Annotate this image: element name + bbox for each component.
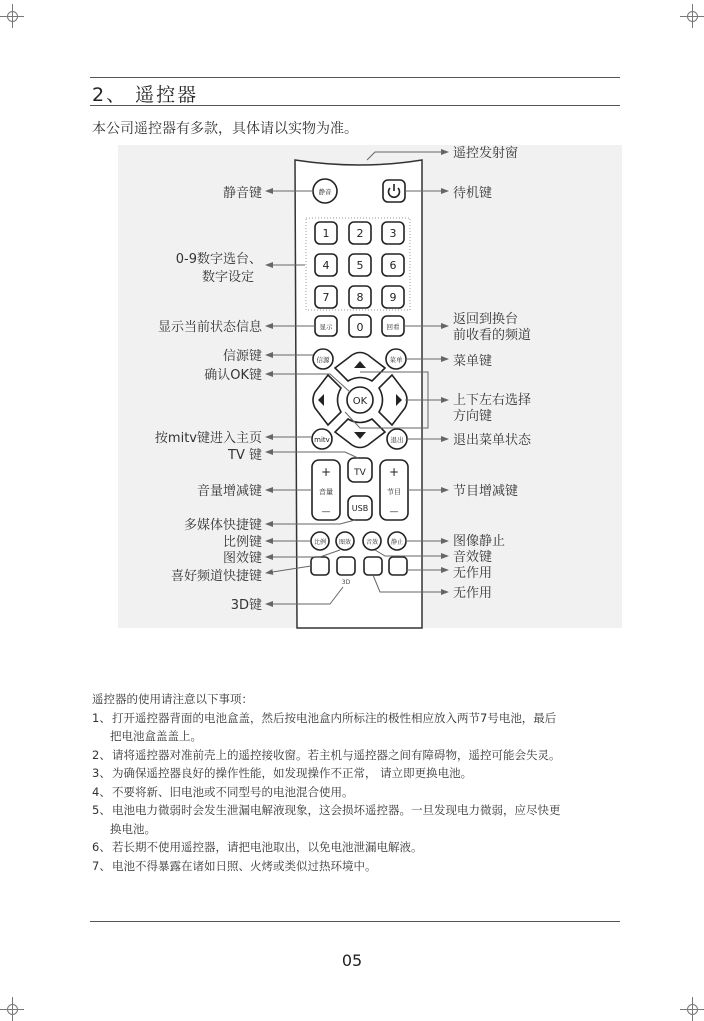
label-source: 信源键 — [222, 349, 262, 364]
note-continuation: 把电池盒盖盖上。 — [110, 729, 202, 743]
svg-text:音量: 音量 — [319, 488, 333, 496]
label-tv: TV 键 — [228, 448, 262, 463]
label-freeze: 图像静止 — [453, 534, 506, 549]
label-display: 显示当前状态信息 — [157, 320, 262, 335]
number-label: 8 — [356, 291, 364, 304]
note-item — [92, 709, 632, 728]
svg-text:0: 0 — [356, 321, 364, 334]
label-picture: 图效键 — [222, 551, 262, 566]
note-text: 为确保遥控器良好的操作性能，如发现操作不正常， 请立即更换电池。 — [112, 766, 473, 780]
note-number: 6、 — [92, 840, 111, 854]
svg-text:USB: USB — [351, 504, 369, 513]
label-unused-1: 无作用 — [453, 566, 493, 581]
label-digits-2: 数字设定 — [201, 270, 254, 285]
note-number: 5、 — [92, 803, 111, 817]
label-menu: 菜单键 — [453, 354, 493, 369]
svg-text:+: + — [388, 465, 400, 479]
svg-text:静止: 静止 — [390, 539, 404, 546]
label-volume: 音量增减键 — [196, 484, 262, 499]
label-usb: 多媒体快捷键 — [183, 518, 262, 533]
svg-text:音效: 音效 — [365, 539, 379, 546]
svg-text:—: — — [321, 507, 331, 517]
svg-text:OK: OK — [352, 396, 368, 407]
label-digits: 0-9数字选台、 — [175, 252, 262, 267]
svg-text:比例: 比例 — [313, 539, 327, 546]
note-number: 4、 — [92, 784, 111, 799]
number-label: 9 — [389, 291, 397, 304]
label-recall-2: 前收看的频道 — [453, 328, 532, 343]
number-label: 6 — [389, 259, 397, 272]
note-continuation: 换电池。 — [110, 821, 156, 836]
number-label: 1 — [322, 227, 330, 240]
label-unused-2: 无作用 — [453, 586, 493, 601]
favorite-button — [311, 557, 329, 575]
notes-title: 遥控器的使用请注意以下事项： — [92, 692, 253, 706]
unused-button — [389, 557, 407, 575]
crop-mark — [680, 997, 704, 1021]
svg-text:+: + — [320, 465, 332, 479]
note-item — [92, 783, 632, 802]
label-program: 节目增减键 — [453, 484, 519, 499]
svg-text:菜单: 菜单 — [389, 356, 403, 364]
crop-mark — [0, 997, 24, 1021]
number-label: 4 — [322, 259, 330, 272]
label-direction: 上下左右选择 — [453, 393, 532, 408]
label-mute: 静音键 — [222, 186, 262, 201]
note-text: 电池不得暴露在诸如日照、火烤或类似过热环境中。 — [112, 858, 377, 873]
label-mitv: 按mitv键进入主页 — [154, 431, 262, 446]
svg-text:图效: 图效 — [338, 539, 352, 546]
svg-text:TV: TV — [354, 468, 366, 478]
number-label: 3 — [389, 227, 397, 240]
label-favorite: 喜好频道快捷键 — [170, 569, 262, 584]
note-number: 7、 — [92, 858, 111, 873]
3d-button — [337, 557, 355, 575]
label-sound: 音效键 — [453, 550, 493, 565]
number-label: 2 — [356, 227, 364, 240]
number-label: 5 — [356, 259, 364, 272]
page-number: 05 — [341, 951, 363, 970]
label-ok: 确认OK键 — [204, 368, 262, 383]
label-recall: 返回到换台 — [453, 312, 519, 327]
svg-text:—: — — [389, 507, 399, 517]
note-item — [92, 801, 632, 820]
note-item — [92, 746, 632, 765]
label-3d: 3D键 — [230, 598, 262, 613]
svg-text:3D: 3D — [341, 579, 351, 586]
footer-rule — [90, 921, 620, 922]
note-text: 不要将新、旧电池或不同型号的电池混合使用。 — [112, 784, 354, 799]
svg-text:节目: 节目 — [387, 488, 401, 496]
note-number: 1、 — [92, 710, 111, 725]
unused-button — [364, 557, 382, 575]
usage-notes — [92, 690, 632, 875]
label-direction-2: 方向键 — [453, 409, 493, 424]
note-item — [92, 857, 632, 876]
section-heading: 2、 遥控器 — [92, 84, 199, 106]
note-text: 打开遥控器背面的电池盒盖，然后按电池盒内所标注的极性相应放入两节7号电池，最后 — [112, 710, 557, 725]
intro-text: 本公司遥控器有多款，具体请以实物为准。 — [92, 121, 358, 137]
label-ratio: 比例键 — [222, 535, 262, 550]
note-text: 请将遥控器对准前壳上的遥控接收窗。若主机与遥控器之间有障碍物，遥控可能会失灵。 — [112, 747, 561, 762]
svg-text:显示: 显示 — [319, 323, 333, 331]
svg-text:静音: 静音 — [318, 188, 332, 196]
svg-text:退出: 退出 — [390, 436, 404, 444]
label-standby: 待机键 — [453, 186, 493, 201]
svg-text:回看: 回看 — [386, 323, 400, 331]
note-number: 2、 — [92, 747, 111, 762]
number-label: 7 — [322, 291, 330, 304]
note-item — [92, 764, 632, 783]
svg-text:mitv: mitv — [314, 436, 330, 444]
label-window: 遥控发射窗 — [453, 146, 519, 161]
note-text: 若长期不使用遥控器，请把电池取出，以免电池泄漏电解液。 — [112, 840, 423, 854]
note-item — [92, 838, 632, 857]
note-text: 电池电力微弱时会发生泄漏电解液现象，这会损坏遥控器。一旦发现电力微弱，应尽快更 — [112, 803, 561, 817]
label-exit: 退出菜单状态 — [453, 433, 532, 448]
svg-text:信源: 信源 — [316, 356, 330, 364]
note-number: 3、 — [92, 766, 111, 780]
